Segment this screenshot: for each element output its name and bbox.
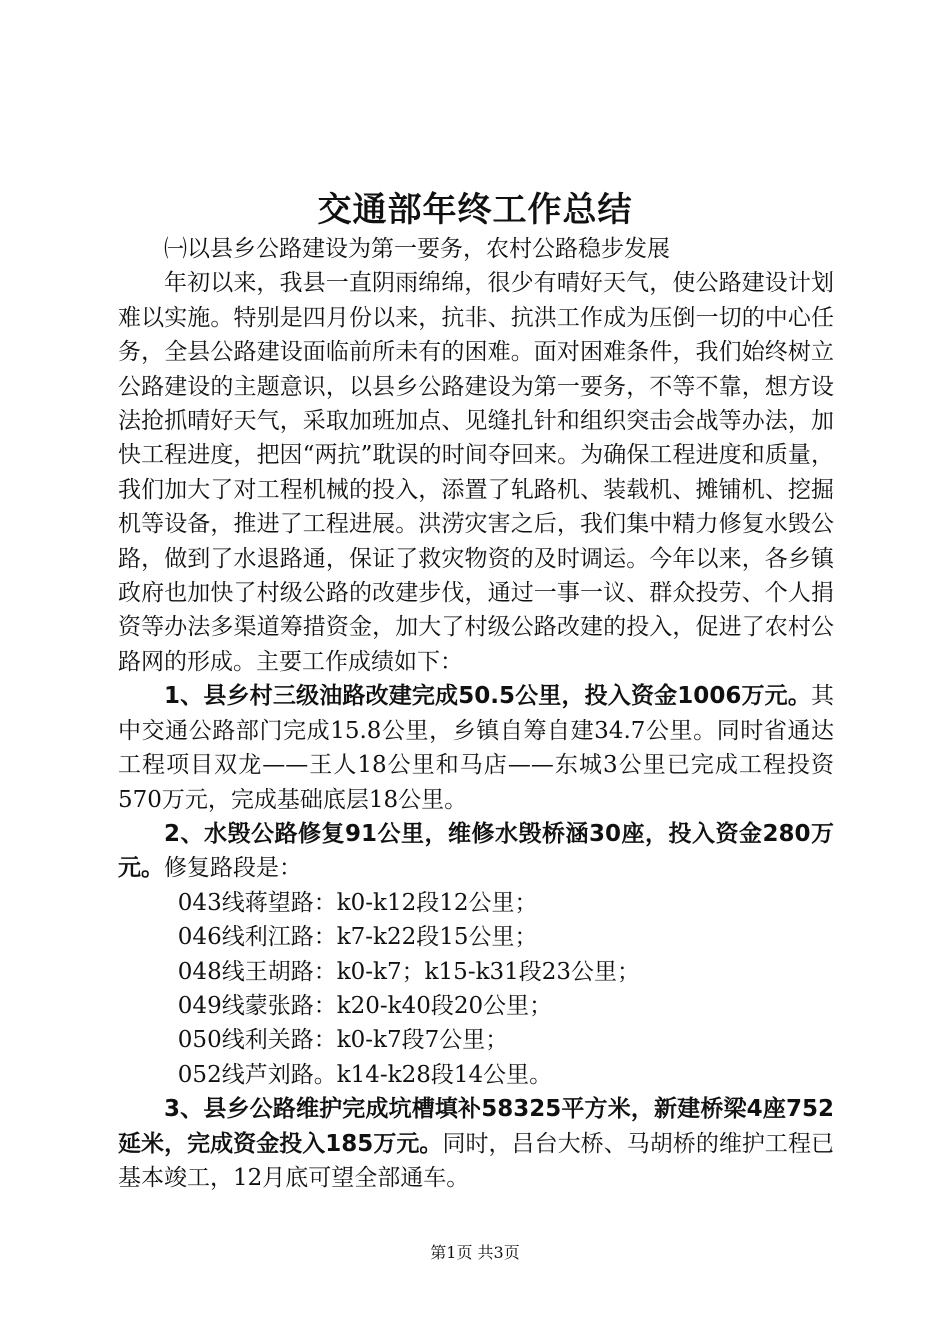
road-section-item: 052线芦刘路。k14-k28段14公里。 (177, 1061, 553, 1088)
road-section-item: 046线利江路：k7-k22段15公里； (177, 924, 538, 951)
document-title: 交通部年终工作总结 (317, 190, 633, 230)
document-body (118, 232, 834, 1195)
achievement-item-2 (118, 817, 834, 886)
road-section-item: 049线蒙张路：k20-k40段20公里； (177, 992, 553, 1019)
road-section-item: 050线利关路：k0-k7段7公里； (177, 1027, 509, 1054)
achievement-item-3 (118, 1092, 834, 1195)
section-heading: ㈠以县乡公路建设为第一要务，农村公路稳步发展 (164, 236, 670, 262)
page-footer: 第1页 共3页 (430, 1243, 520, 1262)
achievement-1-summary: 1、县乡村三级油路改建完成50.5公里，投入资金1006万元。 (164, 683, 811, 710)
achievement-2-detail: 修复路段是： (164, 855, 302, 882)
achievement-3-detail: 同时，吕台大桥、马胡桥的维护工程已基本竣工，12月底可望全部通车。 (118, 1130, 834, 1191)
achievement-1-detail: 其中交通公路部门完成15.8公里，乡镇自筹自建34.7公里。同时省通达工程项目双龙——王人18公里和马店——东城3公里已完成工程投资570万元，完成基础底层18公里。 (118, 683, 834, 813)
achievement-2-summary: 2、水毁公路修复91公里，维修水毁桥涵30座，投入资金280万元。 (118, 820, 834, 882)
achievement-3-summary: 3、县乡公路维护完成坑槽填补58325平方米，新建桥梁4座752延米，完成资金投入185万元。 (118, 1096, 834, 1157)
road-section-item: 048线王胡路：k0-k7；k15-k31段23公里； (177, 958, 641, 985)
intro-paragraph: 年初以来，我县一直阴雨绵绵，很少有晴好天气，使公路建设计划难以实施。特别是四月份以来，抗非、抗洪工作成为压倒一切的中心任务，全县公路建设面临前所未有的困难。面对困难条件，我们始终树立公路建设的主题意识，以县乡公路建设为第一要务，不等不靠，想方设法抢抓晴好天气，采取加班加点、见缝扎针和组织突击会战等办法，加快工程进度，把因“两抗”耽误的时间夺回来。为确保工程进度和质量，我们加大了对工程机械的投入，添置了轧路机、装载机、摊铺机、挖掘机等设备，推进了工程进展。洪涝灾害之后，我们集中精力修复水毁公路，做到了水退路通，保证了救灾物资的及时调运。今年以来，各乡镇政府也加快了村级公路的改建步伐，通过一事一议、群众投劳、个人捐资等办法多渠道筹措资金，加大了村级公路改建的投入，促进了农村公路网的形成。主要工作成绩如下： (118, 270, 834, 675)
road-section-item: 043线蒋望路：k0-k12段12公里； (177, 889, 538, 916)
achievement-item-1 (118, 679, 834, 817)
